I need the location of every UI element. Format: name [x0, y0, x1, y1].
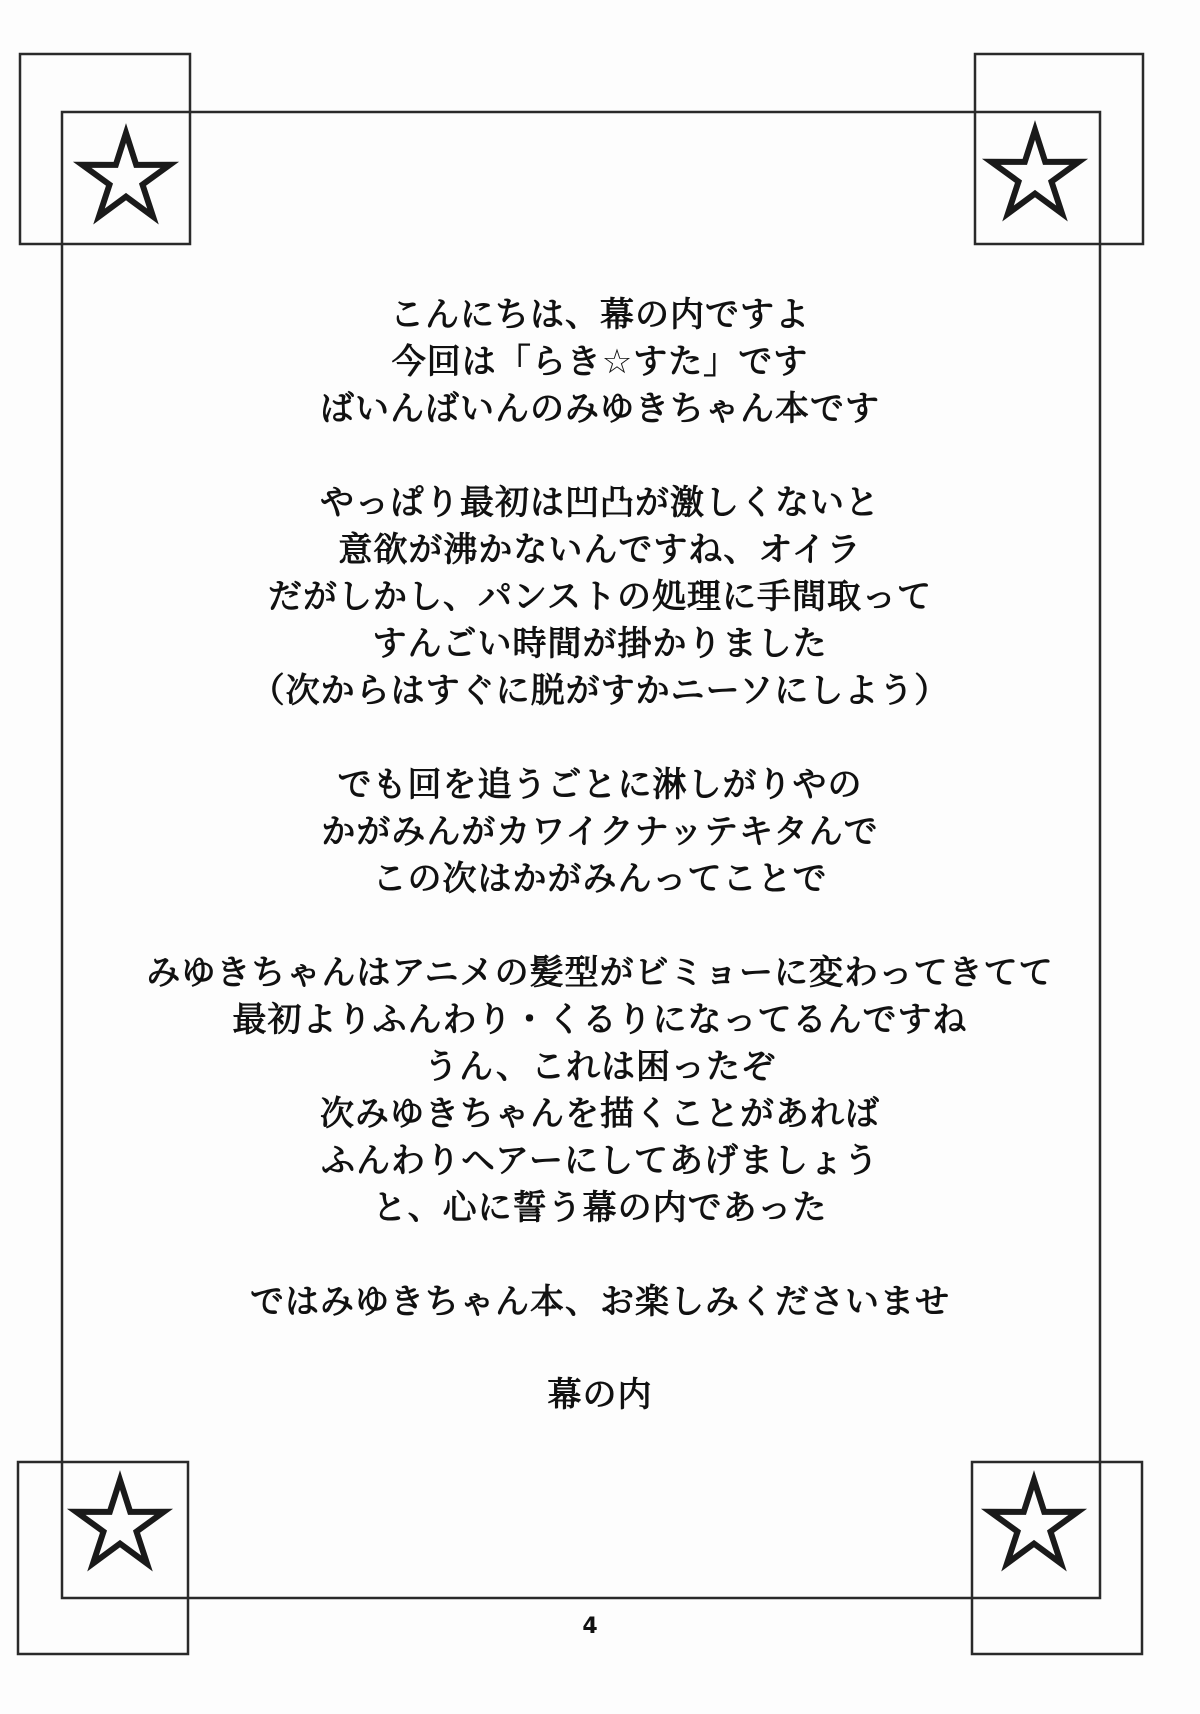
text-line: やっぱり最初は凹凸が激しくないと [320, 483, 880, 523]
author-signature: 幕の内 [547, 1375, 653, 1415]
paragraph-gap [100, 903, 1100, 950]
text-line: こんにちは、幕の内ですよ [390, 295, 810, 335]
text-line: 意欲が沸かないんですね、オイラ [338, 530, 862, 570]
text-line: この次はかがみんってことで [372, 859, 828, 899]
text-line: 次みゆきちゃんを描くことがあれば [320, 1094, 880, 1134]
paragraph-gap [100, 1232, 1100, 1279]
text-line: でも回を追うごとに淋しがりやの [337, 765, 863, 805]
text-line: うん、これは困ったぞ [423, 1047, 777, 1087]
text-line: ではみゆきちゃん本、お楽しみくださいませ [250, 1282, 950, 1322]
paragraph-gap [100, 433, 1100, 480]
text-line: ばいんばいんのみゆきちゃん本です [320, 389, 880, 429]
text-line: （次からはすぐに脱がすかニーソにしよう） [250, 671, 950, 711]
corner-box-top-right [975, 54, 1143, 244]
text-line: 最初よりふんわり・くるりになってるんですね [232, 1000, 968, 1040]
text-line: 今回は「らき☆すた」です [391, 342, 809, 382]
star-outline-icon [76, 1480, 164, 1564]
star-outline-icon [991, 130, 1079, 214]
paragraph-gap [100, 715, 1100, 762]
text-line: みゆきちゃんはアニメの髪型がビミョーに変わってきてて [146, 953, 1054, 993]
text-line: と、心に誓う幕の内であった [372, 1188, 828, 1228]
text-line: だがしかし、パンストの処理に手間取って [268, 577, 932, 617]
text-line: かがみんがカワイクナッテキタんで [321, 812, 879, 852]
star-outline-icon [82, 133, 170, 217]
text-line: ふんわりヘアーにしてあげましょう [321, 1141, 879, 1181]
text-line: すんごい時間が掛かりました [372, 624, 828, 664]
body-text [100, 292, 1100, 1326]
star-outline-icon [990, 1480, 1078, 1564]
page-number: 4 [582, 1614, 598, 1639]
